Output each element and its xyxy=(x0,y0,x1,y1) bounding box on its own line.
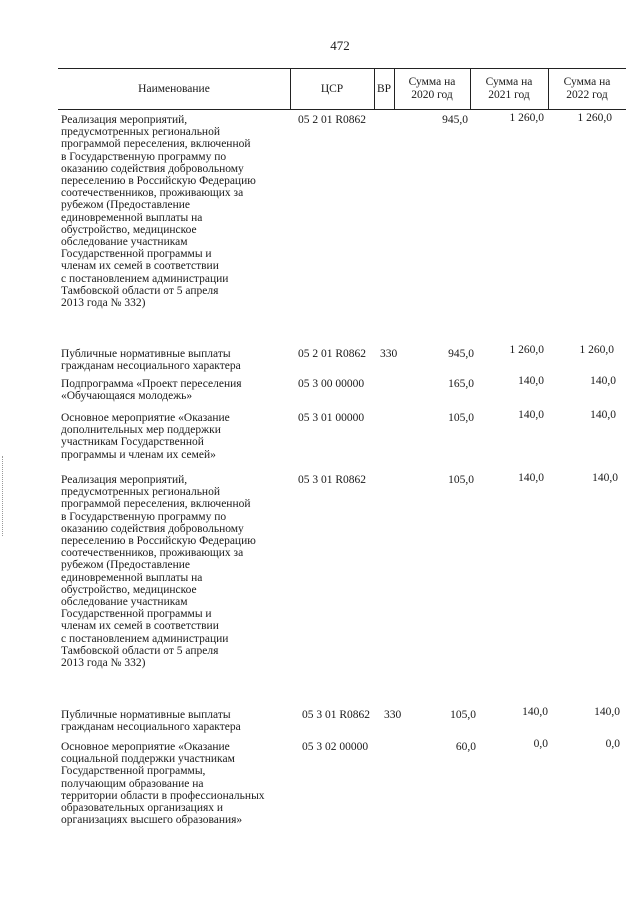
column-header-sum-2022: Сумма на 2022 год xyxy=(563,76,611,101)
row-sum-2021: 0,0 xyxy=(533,738,548,750)
row-csr: 05 2 01 R0862 xyxy=(298,348,367,360)
row-sum-2022: 140,0 xyxy=(594,706,620,718)
row-sum-2021: 140,0 xyxy=(518,375,544,387)
row-csr: 05 2 01 R0862 xyxy=(298,114,367,126)
row-sum-2022: 140,0 xyxy=(590,409,616,421)
row-sum-2021: 140,0 xyxy=(518,409,544,421)
row-sum-2021: 140,0 xyxy=(522,706,548,718)
row-sum-2022: 140,0 xyxy=(592,472,618,484)
row-vr: 330 xyxy=(384,709,402,721)
row-sum-2020: 105,0 xyxy=(450,709,476,721)
row-name: Публичные нормативные выплаты гражданам несоциального характера xyxy=(61,348,241,373)
row-sum-2020: 945,0 xyxy=(448,348,474,360)
table-header xyxy=(58,68,626,110)
column-header-csr: ЦСР xyxy=(320,82,344,95)
column-header-sum-2020: Сумма на 2020 год xyxy=(408,76,456,101)
row-sum-2022: 1 260,0 xyxy=(577,112,612,124)
row-name: Реализация мероприятий, предусмотренных региональной программой переселения, включенной в Государственную программу по оказанию содействия добровольному переселению в Российскую Федерацию соотечественников, проживающих за рубежом (Предоставление единовременной выплаты на обустройство, медицинское обследование участникам Государственной программы и членам их семей в соответствии с постановлением администрации Тамбовской области от 5 апреля 2013 года № 332) xyxy=(61,474,256,670)
row-sum-2020: 165,0 xyxy=(448,378,474,390)
row-sum-2021: 1 260,0 xyxy=(509,344,544,356)
row-sum-2020: 105,0 xyxy=(448,412,474,424)
row-vr: 330 xyxy=(380,348,398,360)
row-name: Публичные нормативные выплаты гражданам несоциального характера xyxy=(61,709,241,734)
scan-edge-marks xyxy=(2,456,6,536)
row-name: Основное мероприятие «Оказание социальной поддержки участникам Государственной программы, получающим образование на территории области в профессиональных образовательных организациях и организациях высшего образования» xyxy=(61,741,265,827)
row-csr: 05 3 01 R0862 xyxy=(302,709,371,721)
row-sum-2022: 1 260,0 xyxy=(579,344,614,356)
row-csr: 05 3 01 R0862 xyxy=(298,474,367,486)
row-sum-2020: 945,0 xyxy=(442,114,468,126)
row-sum-2022: 0,0 xyxy=(605,738,620,750)
row-csr: 05 3 02 00000 xyxy=(302,741,369,753)
row-name: Подпрограмма «Проект переселения «Обучающаяся молодежь» xyxy=(61,378,242,403)
row-sum-2022: 140,0 xyxy=(590,375,616,387)
row-name: Реализация мероприятий, предусмотренных региональной программой переселения, включенной в Государственную программу по оказанию содействия добровольному переселению в Российскую Федерацию соотечественников, проживающих за рубежом (Предоставление единовременной выплаты на обустройство, медицинское обследование участникам Государственной программы и членам их семей в соответствии с постановлением администрации Тамбовской области от 5 апреля 2013 года № 332) xyxy=(61,114,256,310)
row-sum-2020: 60,0 xyxy=(455,741,476,753)
row-csr: 05 3 01 00000 xyxy=(298,412,365,424)
column-header-vr: ВР xyxy=(376,82,392,95)
row-sum-2020: 105,0 xyxy=(448,474,474,486)
column-header-name: Наименование xyxy=(138,82,210,95)
row-sum-2021: 1 260,0 xyxy=(509,112,544,124)
column-header-sum-2021: Сумма на 2021 год xyxy=(485,76,533,101)
row-name: Основное мероприятие «Оказание дополнительных мер поддержки участникам Государственной программы и членам их семей» xyxy=(61,412,230,461)
row-sum-2021: 140,0 xyxy=(518,472,544,484)
page-number: 472 xyxy=(330,38,350,53)
row-csr: 05 3 00 00000 xyxy=(298,378,365,390)
